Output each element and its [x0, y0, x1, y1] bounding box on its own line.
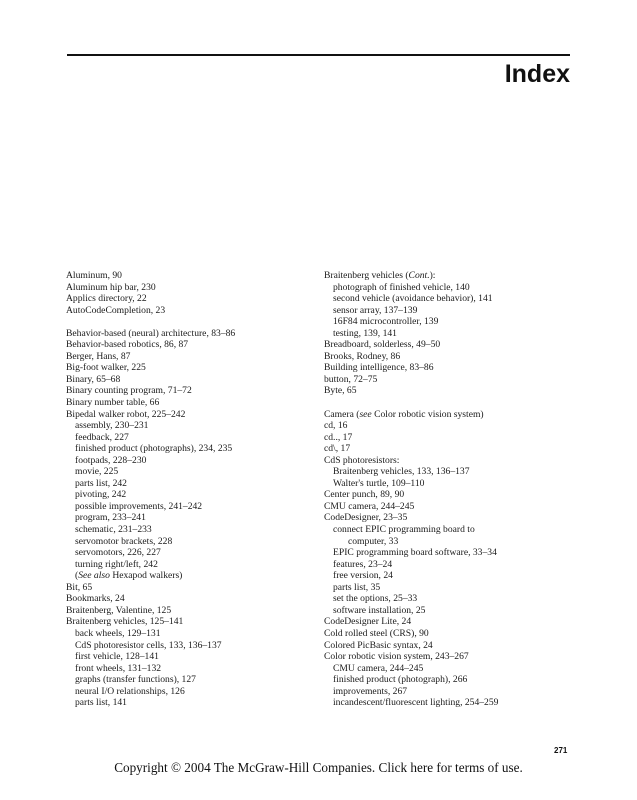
index-entry: footpads, 228–230 — [75, 454, 147, 466]
entry-text: Braitenberg vehicles ( — [324, 270, 409, 281]
index-entry: program, 233–241 — [75, 512, 146, 524]
entry-italic-text: Cont. — [408, 270, 430, 281]
page-title: Index — [504, 60, 570, 88]
index-entry: CMU camera, 244–245 — [333, 662, 424, 674]
index-entry: Big-foot walker, 225 — [66, 362, 146, 374]
index-entry: assembly, 230–231 — [75, 420, 149, 432]
entry-text: Color robotic vision system) — [371, 408, 484, 420]
index-entry: Color robotic vision system, 243–267 — [324, 651, 469, 663]
index-entry: free version, 24 — [333, 570, 393, 582]
index-entry: Aluminum hip bar, 230 — [66, 281, 156, 293]
index-column-right — [324, 270, 574, 709]
index-entry: Building intelligence, 83–86 — [324, 362, 434, 374]
index-entry: schematic, 231–233 — [75, 524, 152, 536]
index-entry: CdS photoresistor cells, 133, 136–137 — [75, 639, 222, 651]
index-entry: graphs (transfer functions), 127 — [75, 674, 196, 686]
index-entry: Aluminum, 90 — [66, 270, 122, 281]
index-entry: AutoCodeCompletion, 23 — [66, 304, 166, 316]
index-entry: first vehicle, 128–141 — [75, 651, 159, 663]
index-entry: 16F84 microcontroller, 139 — [333, 316, 439, 328]
index-entry: sensor array, 137–139 — [333, 304, 418, 316]
index-entry: cd.., 17 — [324, 431, 353, 443]
index-entry: Bipedal walker robot, 225–242 — [66, 408, 186, 420]
index-entry: servomotor brackets, 228 — [75, 535, 173, 547]
index-entry: Byte, 65 — [324, 385, 357, 397]
index-entry: parts list, 141 — [75, 697, 127, 709]
entry-text: Camera ( — [324, 408, 360, 420]
index-entry: possible improvements, 241–242 — [75, 500, 203, 512]
index-entry — [324, 409, 574, 421]
index-entry — [66, 570, 306, 582]
index-entry: servomotors, 226, 227 — [75, 547, 161, 559]
index-entry: finished product (photographs), 234, 235 — [75, 443, 233, 455]
index-entry: finished product (photograph), 266 — [333, 674, 468, 686]
entry-text: ( — [75, 570, 79, 582]
index-entry: pivoting, 242 — [75, 489, 127, 501]
entry-italic-text: See also — [78, 570, 110, 582]
index-entry: feedback, 227 — [75, 431, 129, 443]
index-entry: Colored PicBasic syntax, 24 — [324, 639, 433, 651]
index-entry: Braitenberg vehicles, 133, 136–137 — [333, 466, 470, 478]
index-entry: front wheels, 131–132 — [75, 662, 162, 674]
index-entry: neural I/O relationships, 126 — [75, 685, 185, 697]
index-entry: movie, 225 — [75, 466, 119, 478]
index-entry: incandescent/fluorescent lighting, 254–259 — [333, 697, 499, 709]
index-entry: Binary, 65–68 — [66, 373, 121, 385]
index-entry: computer, 33 — [348, 535, 399, 547]
index-entry: Brooks, Rodney, 86 — [324, 350, 401, 362]
index-entry: Braitenberg, Valentine, 125 — [66, 604, 172, 616]
entry-text: Hexapod walkers) — [109, 570, 183, 582]
index-entry: Center punch, 89, 90 — [324, 489, 405, 501]
index-entry: turning right/left, 242 — [75, 558, 158, 570]
index-entry: Binary counting program, 71–72 — [66, 385, 192, 397]
index-entry: Applics directory, 22 — [66, 293, 147, 305]
index-entry: Binary number table, 66 — [66, 397, 160, 409]
index-entry: back wheels, 129–131 — [75, 627, 161, 639]
index-entry: CodeDesigner Lite, 24 — [324, 616, 412, 628]
index-entry: cd, 16 — [324, 420, 348, 432]
index-entry: Bookmarks, 24 — [66, 593, 125, 605]
index-entry: parts list, 35 — [333, 581, 381, 593]
index-entry: CMU camera, 244–245 — [324, 500, 415, 512]
header-rule — [67, 54, 570, 56]
index-entry: software installation, 25 — [333, 604, 426, 616]
index-entry: photograph of finished vehicle, 140 — [333, 281, 470, 293]
index-entry: connect EPIC programming board to — [333, 524, 475, 536]
index-entry: second vehicle (avoidance behavior), 141 — [333, 293, 493, 305]
index-entry: Behavior-based (neural) architecture, 83–86 — [66, 327, 236, 339]
index-entry — [324, 270, 574, 282]
index-entry: Walter's turtle, 109–110 — [333, 477, 425, 489]
index-entry: features, 23–24 — [333, 558, 393, 570]
index-entry: testing, 139, 141 — [333, 327, 397, 339]
index-entry: Berger, Hans, 87 — [66, 350, 131, 362]
entry-text: ): — [429, 270, 436, 281]
index-column-left — [66, 270, 306, 709]
index-entry: Breadboard, solderless, 49–50 — [324, 339, 441, 351]
index-entry: button, 72–75 — [324, 373, 378, 385]
index-entry: CdS photoresistors: — [324, 454, 400, 466]
index-entry: improvements, 267 — [333, 685, 408, 697]
index-entry: cd\, 17 — [324, 443, 351, 455]
index-entry: set the options, 25–33 — [333, 593, 418, 605]
index-entry: Behavior-based robotics, 86, 87 — [66, 339, 189, 351]
index-entry: CodeDesigner, 23–35 — [324, 512, 408, 524]
index-entry: Braitenberg vehicles, 125–141 — [66, 616, 184, 628]
entry-italic-text: see — [359, 408, 372, 420]
copyright-link[interactable]: Copyright © 2004 The McGraw-Hill Companies. Click here for terms of use. — [114, 760, 523, 775]
index-entry: EPIC programming board software, 33–34 — [333, 547, 497, 559]
page-number: 271 — [554, 746, 568, 755]
index-entry: parts list, 242 — [75, 477, 127, 489]
index-entry: Cold rolled steel (CRS), 90 — [324, 627, 429, 639]
index-entry: Bit, 65 — [66, 581, 93, 593]
